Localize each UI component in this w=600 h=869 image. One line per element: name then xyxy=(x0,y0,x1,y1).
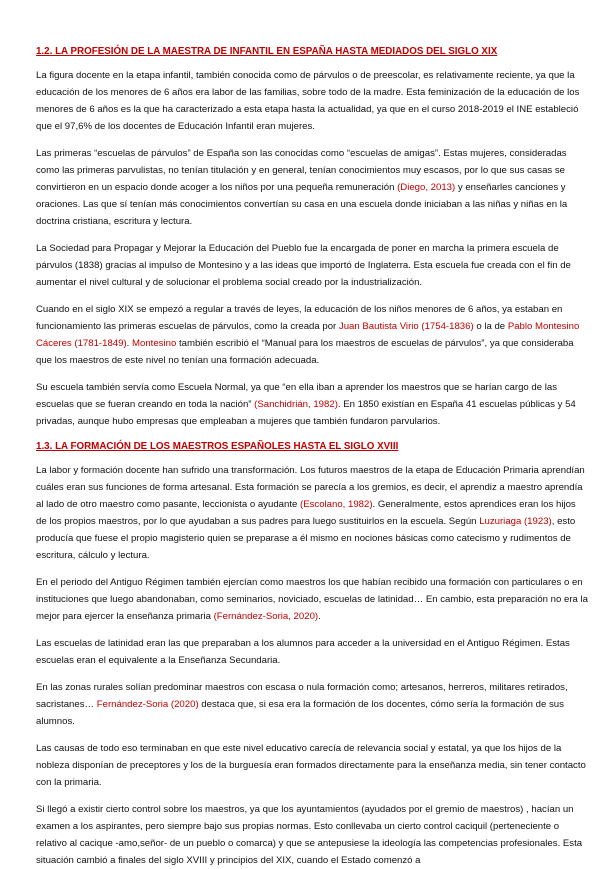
citation-sanchidrian-1982: (Sanchidrián, 1982) xyxy=(254,399,338,410)
text: o la de xyxy=(473,321,508,332)
citation-fernandez-soria-2020: (Fernández-Soria, 2020) xyxy=(213,611,319,622)
paragraph-1-3-4 xyxy=(36,679,588,730)
section-heading-1-3: 1.3. LA FORMACIÓN DE LOS MAESTROS ESPAÑOLES HASTA EL SIGLO XVIII xyxy=(36,441,399,452)
paragraph-1-2-4 xyxy=(36,301,588,369)
citation-escolano-1982: (Escolano, 1982) xyxy=(300,499,373,510)
citation-fernandez-soria: Fernández-Soria (2020) xyxy=(96,699,199,710)
citation-montesino: Montesino xyxy=(132,338,177,349)
text: destaca que, si esa era la formación de los docentes, cómo sería la formación de sus alumnos. xyxy=(36,699,564,727)
text: En las zonas rurales solían predominar maestros con escasa o nula formación como; artesanos, herreros, militares retirados, sacristanes… xyxy=(36,682,568,710)
text: . xyxy=(126,338,133,349)
paragraph-1-2-1: La figura docente en la etapa infantil, también conocida como de párvulos o de preescolar, es relativamente reciente, ya que la educación de los menores de 6 años era labor de las familias, sobre todo de la madre. Esta feminización de la educación de los menores de 6 años es la que ha caracterizado a esta etapa hasta la actualidad, ya que en el curso 2018-2019 el INE estableció que el 97,6% de los docentes de Educación Infantil eran mujeres. xyxy=(36,70,580,132)
text: En el periodo del Antiguo Régimen también ejercían como maestros los que habían recibido una formación con particulares o en instituciones que luego abandonaban, como seminarios, noviciado, escuelas de latinidad… En cambio, esta preparación no era la mejor para ejercer la enseñanza primaria xyxy=(36,577,588,622)
paragraph-1-2-3: La Sociedad para Propagar y Mejorar la Educación del Pueblo fue la encargada de poner en marcha la primera escuela de párvulos (1838) gracias al impulso de Montesino y a las ideas que importó de Inglaterra. Esta escuela fue creada con el fin de aumentar el nivel cultural y de solucionar el problema social creado por la industrialización. xyxy=(36,243,571,288)
text: La labor y formación docente han sufrido una transformación. Los futuros maestros de la etapa de Educación Primaria aprendían cuáles eran sus funciones de forma artesanal. Esta formación se parecía a los gremios, es decir, el aprendiz a maestro aprendía al lado de otro maestro como pasante, leccionista o ayudante xyxy=(36,465,585,510)
text: Cuando en el siglo XIX se empezó a regular a través de leyes, la educación de los niños menores de 6 años, ya estaban en funcionamiento las primeras escuelas de párvulos, como la creada por xyxy=(36,304,563,332)
text: , esto producía que fuese el propio magisterio quien se preparase a él mismo en nociones básicas como catecismo y rudimentos de escritura, cálculo y lectura. xyxy=(36,516,576,561)
text: . xyxy=(318,611,321,622)
paragraph-1-2-5 xyxy=(36,379,588,430)
text: Las primeras “escuelas de párvulos” de España son las conocidas como “escuelas de amigas”. Estas mujeres, consideradas como las primeras parvulistas, no tenían titulación y en general, tenían conocimientos muy escasos, por lo que sus casas se convirtieron en un espacio donde acoger a los niños por una pequeña remuneración xyxy=(36,148,567,193)
text: Su escuela también servía como Escuela Normal, ya que “en ella iban a aprender los maestros que se harían cargo de las escuelas que se fueran creando en toda la nación” xyxy=(36,382,558,410)
text: . En 1850 existían en España 41 escuelas públicas y 54 privadas, aunque hubo empresas que empleaban a mujeres que también fundaron parvularios. xyxy=(36,399,576,427)
citation-luzuriaga-1923: Luzuriaga (1923) xyxy=(479,516,552,527)
paragraph-1-2-2 xyxy=(36,145,588,230)
paragraph-1-3-5: Las causas de todo eso terminaban en que este nivel educativo carecía de relevancia social y estatal, ya que los hijos de la nobleza disponían de preceptores y los de la burguesía eran formados directamente para la enseñanza media, sin tener contacto con la primaria. xyxy=(36,743,586,788)
text: . Generalmente, estos aprendices eran los hijos de los propios maestros, por lo que ayudaban a sus padres para luego sustituirlos en la escuela. Según xyxy=(36,499,576,527)
paragraph-1-3-1 xyxy=(36,462,588,564)
citation-virio: Juan Bautista Virio (1754-1836) xyxy=(338,321,474,332)
text: y enseñarles canciones y oraciones. Las que sí tenían más conocimientos convertían su casa en una escuela donde iniciaban a las niñas y niñas en la doctrina cristiana, escritura y lectura. xyxy=(36,182,568,227)
citation-montesino-caceres: Pablo Montesino Cáceres (1781-1849) xyxy=(36,321,580,349)
paragraph-1-3-3: Las escuelas de latinidad eran las que preparaban a los alumnos para acceder a la universidad en el Antiguo Régimen. Estas escuelas eran el equivalente a la Enseñanza Secundaria. xyxy=(36,638,570,666)
text: también escribió el “Manual para los maestros de escuelas de párvulos”, ya que consideraba que los maestros de este nivel no tenían una formación adecuada. xyxy=(36,338,574,366)
section-heading-1-2: 1.2. LA PROFESIÓN DE LA MAESTRA DE INFANTIL EN ESPAÑA HASTA MEDIADOS DEL SIGLO XIX xyxy=(36,46,498,57)
citation-diego-2013: (Diego, 2013) xyxy=(397,182,456,193)
paragraph-1-3-2 xyxy=(36,574,588,625)
paragraph-1-3-6: Si llegó a existir cierto control sobre los maestros, ya que los ayuntamientos (ayudados por el gremio de maestros) , hacían un examen a los aspirantes, pero siempre bajo sus propias normas. Esto conllevaba un cierto control caciquil (perteneciente o relativo al cacique -amo,señor- de un pueblo o comarca) y que se antepusiese la ideología las competencias profesionales. Esta situación cambió a finales del siglo XVIII y principios del XIX, cuando el Estado comenzó a xyxy=(36,804,583,866)
